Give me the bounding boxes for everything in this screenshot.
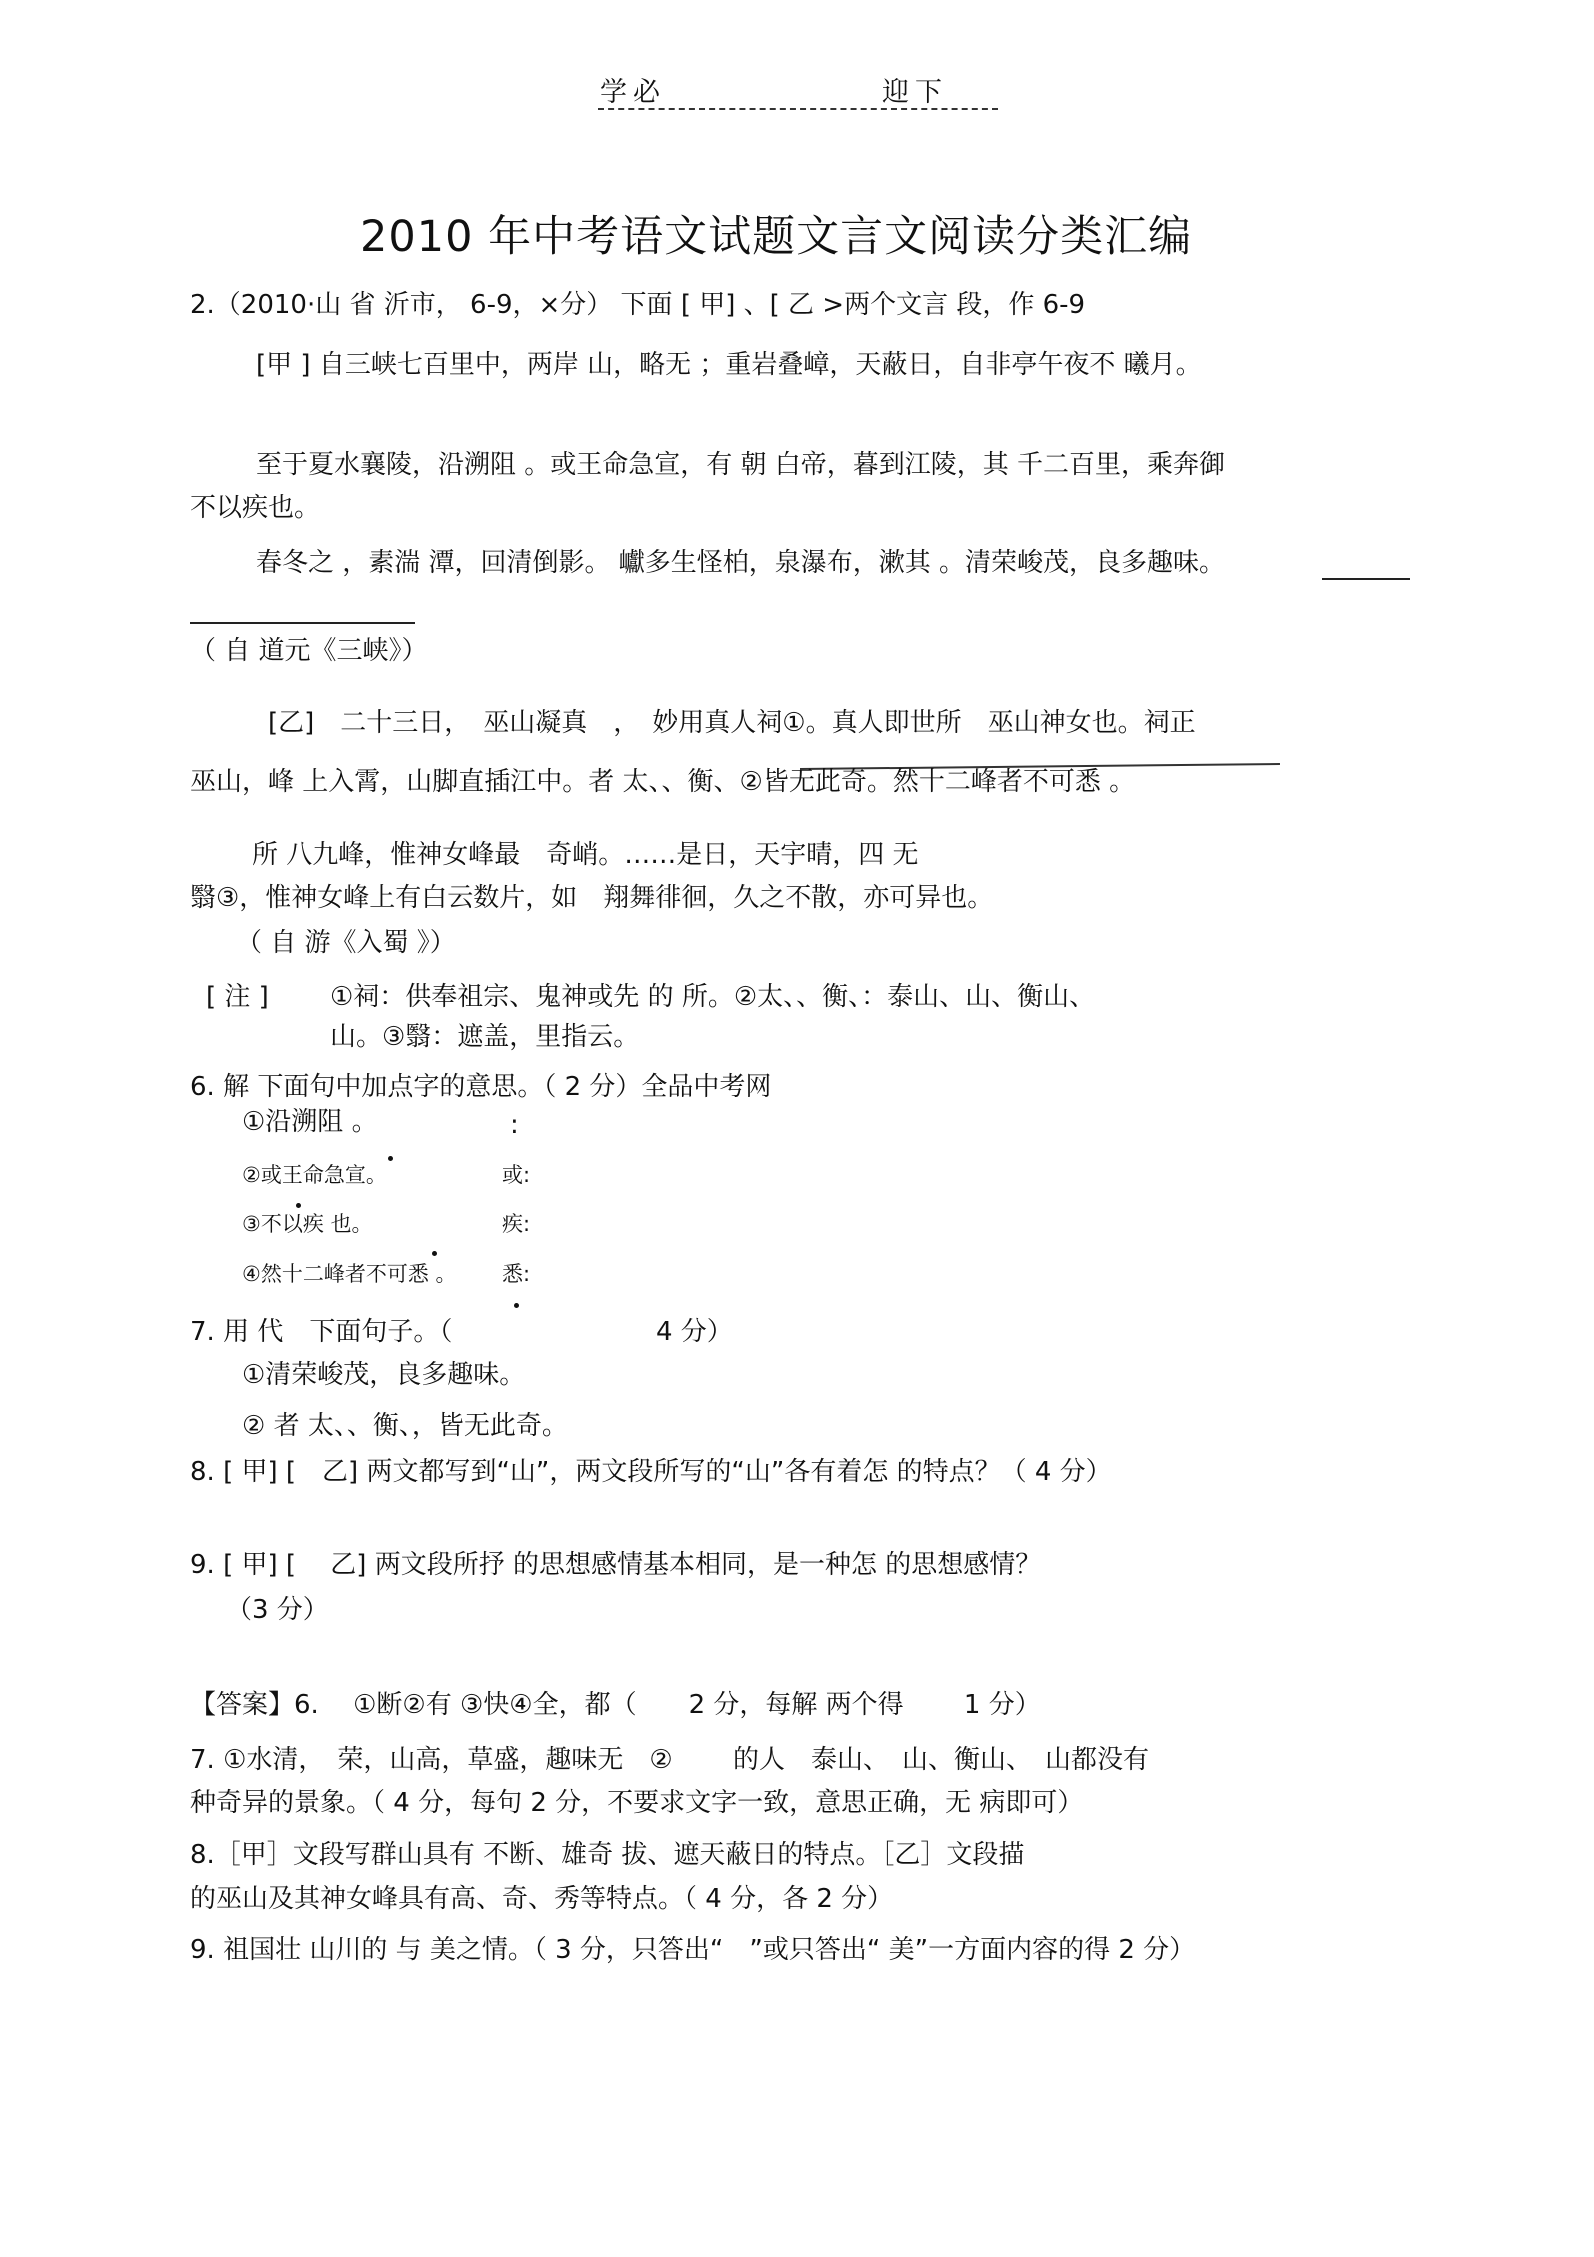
notes-line-2: 山。③翳：遮盖，里指云。 — [330, 1022, 640, 1052]
notes-label: [ 注 ] — [206, 982, 269, 1012]
q6-item-key: 或: — [502, 1163, 531, 1187]
header-left: 学必 — [600, 77, 666, 108]
passage-jia-para-3: 春冬之 ，素湍 潭，回清倒影。 巘多生怪柏，泉瀑布，漱其 。清荣峻茂，良多趣味。 — [256, 548, 1226, 578]
q6-item-sentence: ①沿溯阻 。 — [242, 1107, 378, 1137]
answer-8-line-2: 的巫山及其神女峰具有高、奇、秀等特点。（ 4 分，各 2 分） — [190, 1884, 894, 1914]
page-title: 2010 年中考语文试题文言文阅读分类汇编 — [360, 212, 1193, 262]
question-7-points: 4 分） — [656, 1317, 733, 1347]
passage-jia-para-2: 至于夏水襄陵，沿溯阻 。或王命急宣，有 朝 白帝，暮到江陵，其 千二百里，乘奔御 — [256, 450, 1226, 480]
passage-yi-para-1-cont: 巫山，峰 上入霄，山脚直插江中。者 太、、衡、②皆无此奇。然十二峰者不可悉 。 — [190, 767, 1136, 797]
q7-item-2: ② 者 太、、衡、，皆无此奇。 — [242, 1411, 568, 1441]
emphasis-dot — [432, 1251, 437, 1256]
q6-item-key: 悉: — [502, 1262, 531, 1286]
answer-7-line-1: 7. ①水清， 荣，山高，草盛，趣味无 ② 的人 泰山、 山、衡山、 山都没有 — [190, 1745, 1149, 1775]
q6-item-sentence: ③不以疾 也。 — [242, 1212, 373, 1236]
passage-yi-para-1: [乙] 二十三日， 巫山凝真 ， 妙用真人祠①。真人即世所 巫山神女也。祠正 — [268, 708, 1196, 738]
q6-item-key: : — [510, 1110, 519, 1140]
answer-6: 【答案】6. ①断②有 ③快④全，都（ 2 分，每解 两个得 1 分） — [190, 1690, 1041, 1720]
notes-line-1: ①祠：供奉祖宗、鬼神或先 的 所。②太、、衡、：泰山、山、衡山、 — [330, 982, 1096, 1012]
blank-line — [1322, 578, 1410, 580]
answer-9: 9. 祖国壮 山川的 与 美之情。（ 3 分，只答出“ ”或只答出“ 美”一方面内容的得 2 分） — [190, 1935, 1196, 1965]
emphasis-dot — [388, 1156, 393, 1161]
q6-item-sentence: ②或王命急宣。 — [242, 1163, 387, 1187]
emphasis-dot — [514, 1303, 519, 1308]
question-9-points: （3 分） — [226, 1595, 329, 1625]
emphasis-dot — [296, 1203, 301, 1208]
passage-jia-para-1: [甲 ] 自三峡七百里中，两岸 山，略无 ；重岩叠嶂，天蔽日，自非亭午夜不 曦月。 — [256, 350, 1202, 380]
passage-yi-para-2: 所 八九峰，惟神女峰最 奇峭。……是日，天宇晴，四 无 — [252, 840, 919, 870]
blank-line — [190, 622, 415, 624]
q6-item-sentence: ④然十二峰者不可悉 。 — [242, 1262, 457, 1286]
header-right: 迎下 — [882, 77, 948, 108]
passage-jia-para-2-cont: 不以疾也。 — [190, 493, 321, 523]
question-9: 9. [ 甲] [ 乙] 两文段所抒 的思想感情基本相同，是一种怎 的思想感情？ — [190, 1550, 1042, 1580]
question-8: 8. [ 甲] [ 乙] 两文都写到“山”，两文段所写的“山”各有着怎 的特点？（ 4 分） — [190, 1457, 1112, 1487]
passage-yi-source: （ 自 游《入蜀 》） — [236, 928, 456, 958]
answer-8-line-1: 8.［甲］文段写群山具有 不断、雄奇 拔、遮天蔽日的特点。［乙］文段描 — [190, 1840, 1025, 1870]
question-6-stem: 6. 解 下面句中加点字的意思。（ 2 分）全品中考网 — [190, 1072, 772, 1102]
header-dashed-rule — [598, 108, 998, 110]
question-intro: 2.（2010·山 省 沂市， 6-9，×分） 下面 [ 甲] 、[ 乙 >两个文言 段，作 6-9 — [190, 290, 1086, 320]
q6-item-key: 疾: — [502, 1212, 531, 1236]
q7-item-1: ①清荣峻茂，良多趣味。 — [242, 1360, 526, 1390]
question-7-stem: 7. 用 代 下面句子。（ — [190, 1317, 453, 1347]
answer-7-line-2: 种奇异的景象。（ 4 分，每句 2 分，不要求文字一致，意思正确，无 病即可） — [190, 1788, 1084, 1818]
passage-jia-source: （ 自 道元《三峡》） — [190, 636, 428, 666]
passage-yi-para-2-cont: 翳③，惟神女峰上有白云数片，如 翔舞徘徊，久之不散，亦可异也。 — [190, 883, 994, 913]
